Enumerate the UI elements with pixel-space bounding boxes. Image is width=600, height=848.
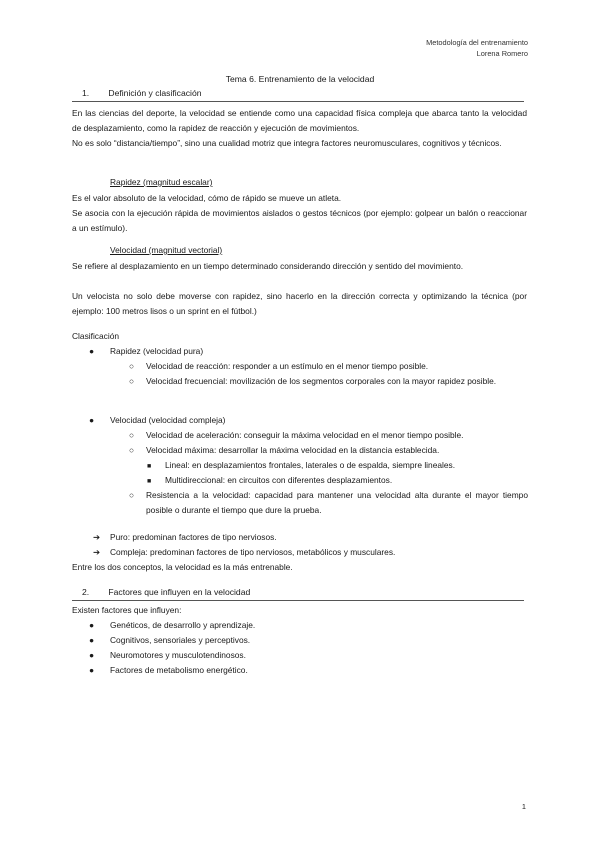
rapidez-sub-2: Velocidad frecuencial: movilización de los segmentos corporales con la mayor rapidez posible. <box>146 376 497 386</box>
bullet-icon: ● <box>89 415 95 425</box>
velocidad-line-2: Un velocista no solo debe moverse con rapidez, sino hacerlo en la dirección correcta y optimizando la técnica (por ejemplo: 100 metros lisos o un sprint en el fútbol.) <box>72 291 527 316</box>
square-bullet-icon: ■ <box>147 478 152 485</box>
rapidez-line-2: Se asocia con la ejecución rápida de movimientos aislados o gestos técnicos (por ejemplo: golpear un balón o reaccionar a un estímulo). <box>72 208 527 233</box>
section1-heading <box>74 88 202 98</box>
factor-item-4: Factores de metabolismo energético. <box>110 665 248 675</box>
header-author: Lorena Romero <box>476 49 528 58</box>
factor-item-2: Cognitivos, sensoriales y perceptivos. <box>110 635 251 645</box>
section2-heading <box>74 587 250 597</box>
arrow-icon: ➔ <box>93 547 101 557</box>
maxima-sub-2: Multidireccional: en circuitos con diferentes desplazamientos. <box>165 475 393 485</box>
intro-paragraph-1: En las ciencias del deporte, la velocidad se entiende como una capacidad física compleja que abarca tanto la velocidad de desplazamiento, como la rapidez de reacción y ejecución de movimientos. <box>72 108 527 133</box>
section2-rule <box>72 600 524 601</box>
section2-title: Factores que influyen en la velocidad <box>108 587 251 597</box>
section1-number: 1. <box>82 88 90 98</box>
velocidad-line-1: Se refiere al desplazamiento en un tiempo determinado considerando dirección y sentido del movimiento. <box>72 261 464 271</box>
arrow-icon: ➔ <box>93 532 101 542</box>
circle-bullet-icon: ○ <box>129 376 135 386</box>
bullet-icon: ● <box>89 665 95 675</box>
factor-item-1: Genéticos, de desarrollo y aprendizaje. <box>110 620 256 630</box>
velocidad-subheading: Velocidad (magnitud vectorial) <box>110 245 223 255</box>
arrow-item-compleja: Compleja: predominan factores de tipo nerviosos, metabólicos y musculares. <box>110 547 396 557</box>
bullet-icon: ● <box>89 635 95 645</box>
clasificacion-closing: Entre los dos conceptos, la velocidad es la más entrenable. <box>72 562 293 572</box>
velocidad-sub-2: Velocidad máxima: desarrollar la máxima velocidad en la distancia establecida. <box>146 445 440 455</box>
document-title: Tema 6. Entrenamiento de la velocidad <box>225 74 375 84</box>
rapidez-item: Rapidez (velocidad pura) <box>110 346 204 356</box>
circle-bullet-icon: ○ <box>129 430 135 440</box>
maxima-sub-1: Lineal: en desplazamientos frontales, laterales o de espalda, siempre lineales. <box>165 460 456 470</box>
section1-rule <box>72 101 524 102</box>
circle-bullet-icon: ○ <box>129 445 135 455</box>
circle-bullet-icon: ○ <box>129 361 135 371</box>
bullet-icon: ● <box>89 346 95 356</box>
circle-bullet-icon: ○ <box>129 490 135 500</box>
velocidad-item: Velocidad (velocidad compleja) <box>110 415 226 425</box>
page-number: 1 <box>521 802 526 811</box>
clasificacion-label: Clasificación <box>72 331 120 341</box>
rapidez-subheading: Rapidez (magnitud escalar) <box>110 177 213 187</box>
factor-item-3: Neuromotores y musculotendinosos. <box>110 650 246 660</box>
velocidad-sub-1: Velocidad de aceleración: conseguir la máxima velocidad en el menor tiempo posible. <box>146 430 464 440</box>
rapidez-line-1: Es el valor absoluto de la velocidad, cómo de rápido se mueve un atleta. <box>72 193 342 203</box>
bullet-icon: ● <box>89 650 95 660</box>
section2-intro: Existen factores que influyen: <box>72 605 182 615</box>
rapidez-sub-1: Velocidad de reacción: responder a un estímulo en el menor tiempo posible. <box>146 361 429 371</box>
arrow-item-puro: Puro: predominan factores de tipo nerviosos. <box>110 532 277 542</box>
square-bullet-icon: ■ <box>147 463 152 470</box>
section1-title: Definición y clasificación <box>108 88 202 98</box>
bullet-icon: ● <box>89 620 95 630</box>
velocidad-sub-3: Resistencia a la velocidad: capacidad para mantener una velocidad alta durante el mayor tiempo posible o durante el tiempo que dure la prueba. <box>146 490 528 515</box>
header-course: Metodología del entrenamiento <box>426 38 528 47</box>
section2-number: 2. <box>82 587 90 597</box>
intro-paragraph-2: No es solo “distancia/tiempo”, sino una cualidad motriz que integra factores neuromusculares, cognitivos y técnicos. <box>72 138 502 148</box>
